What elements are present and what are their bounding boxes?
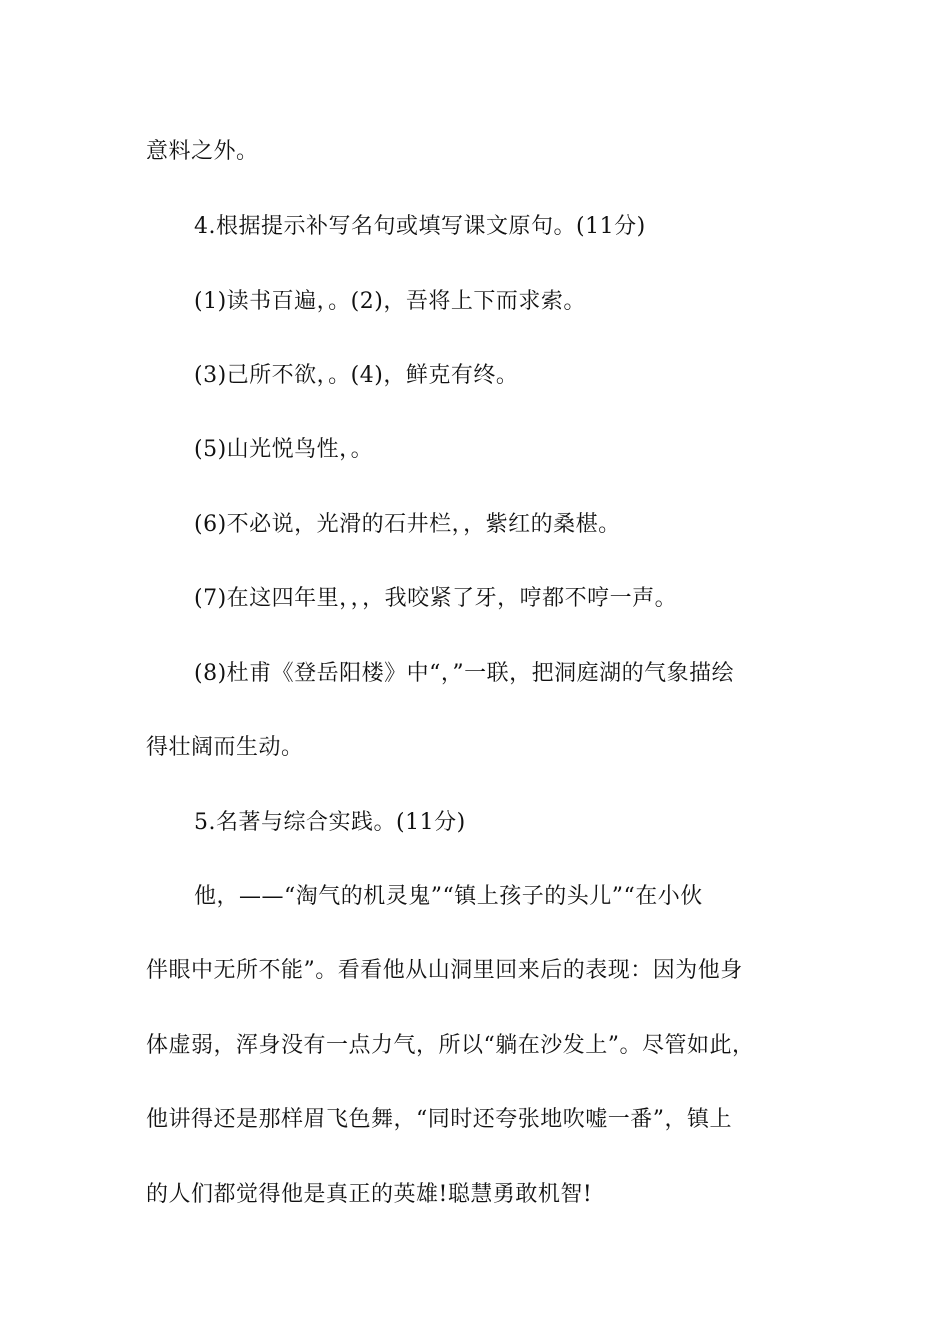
question-4-heading: 4.根据提示补写名句或填写课文原句。(11分) <box>194 214 646 239</box>
question-4-items-3-4: (3)己所不欲，。(4)，鲜克有终。 <box>194 363 519 388</box>
question-4-item-7: (7)在这四年里，，，我咬紧了牙，哼都不哼一声。 <box>194 586 678 611</box>
question-5-paragraph-line: 的人们都觉得他是真正的英雄!聪慧勇敢机智! <box>146 1182 593 1207</box>
question-4-item-5: (5)山光悦鸟性，。 <box>194 437 374 462</box>
question-4-items-1-2: (1)读书百遍，。(2)，吾将上下而求索。 <box>194 289 586 314</box>
question-4-item-6: (6)不必说，光滑的石井栏，，紫红的桑椹。 <box>194 512 621 537</box>
question-4-item-8-continued: 得壮阔而生动。 <box>146 735 304 760</box>
question-5-heading: 5.名著与综合实践。(11分) <box>194 810 466 835</box>
question-4-item-8: (8)杜甫《登岳阳楼》中“，”一联，把洞庭湖的气象描绘 <box>194 661 735 686</box>
question-5-paragraph-line: 他讲得还是那样眉飞色舞，“同时还夸张地吹嘘一番”，镇上 <box>146 1107 732 1132</box>
question-5-paragraph-line: 体虚弱，浑身没有一点力气，所以“躺在沙发上”。尽管如此， <box>146 1033 755 1058</box>
question-5-paragraph-line: 他，——“淘气的机灵鬼”“镇上孩子的头儿”“在小伙 <box>194 884 703 909</box>
paragraph-continuation: 意料之外。 <box>146 139 259 164</box>
question-5-paragraph-line: 伴眼中无所不能”。看看他从山洞里回来后的表现：因为他身 <box>146 958 743 983</box>
